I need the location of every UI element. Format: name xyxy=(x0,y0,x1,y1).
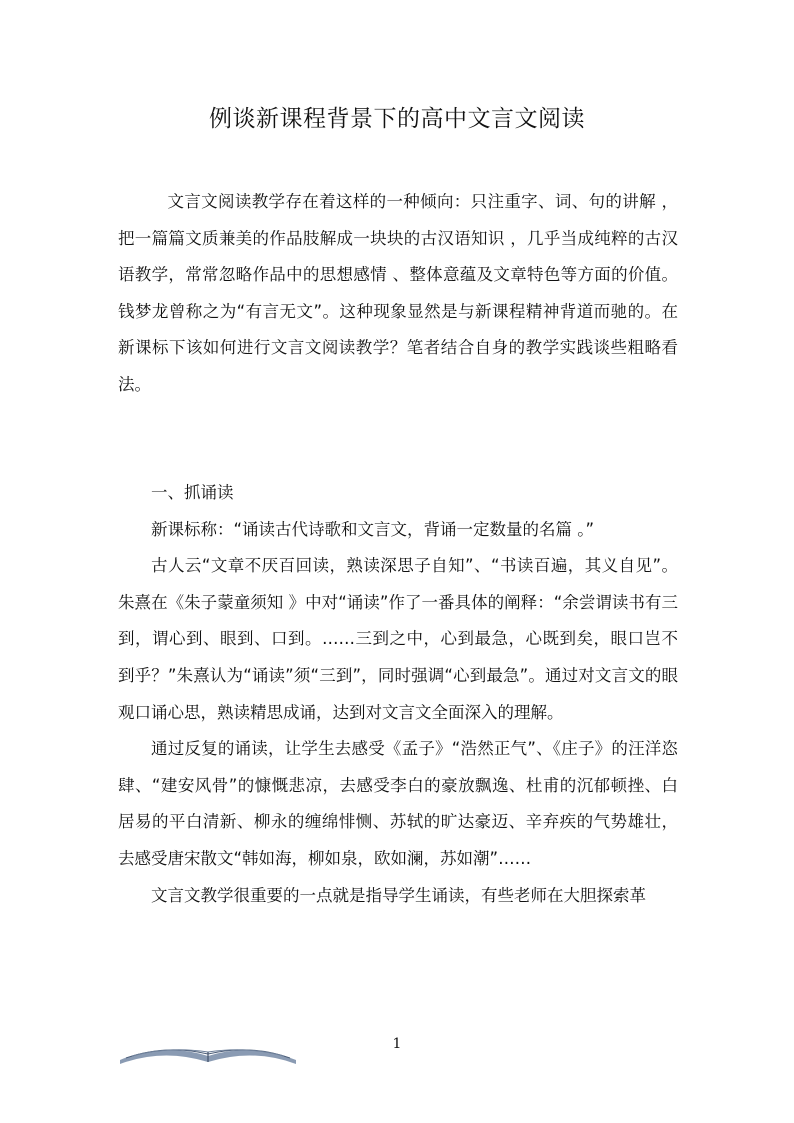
page-title: 例谈新课程背景下的高中文言文阅读 xyxy=(209,106,585,132)
page-number: 1 xyxy=(392,1036,402,1052)
paragraph: 通过反复的诵读，让学生去感受《孟子》“浩然正气”、《庄子》的汪洋恣肆、“建安风骨”的慷慨悲凉，去感受李白的豪放飘逸、杜甫的沉郁顿挫、白居易的平白清新、柳永的缠绵悱恻、苏轼的旷达豪迈、辛弃疾的气势雄壮，去感受唐宋散文“韩如海，柳如泉，欧如澜，苏如潮”…… xyxy=(118,739,678,868)
intro-section xyxy=(118,184,678,404)
intro-paragraph: 文言文阅读教学存在着这样的一种倾向：只注重字、词、句的讲解 ，把一篇篇文质兼美的作品肢解成一块块的古汉语知识 ，几乎当成纯粹的古汉语教学，常常忽略作品中的思想感情 、整体意蕴及文章特色等方面的价值。钱梦龙曾称之为“有言无文”。这种现象显然是与新课程精神背道而驰的。在新课标下该如何进行文言文阅读教学？笔者结合自身的教学实践谈些粗略看法。 xyxy=(118,192,678,394)
section-1 xyxy=(118,475,678,914)
paragraph: 新课标称：“诵读古代诗歌和文言文，背诵一定数量的名篇 。” xyxy=(151,519,595,539)
section-heading: 一、抓诵读 xyxy=(151,483,234,502)
paragraph: 文言文教学很重要的一点就是指导学生诵读，有些老师在大胆探索革 xyxy=(151,885,646,905)
paragraph: 古人云“文章不厌百回读，熟读深思子自知”、“书读百遍，其义自见”。朱熹在《朱子蒙童须知 》中对“诵读”作了一番具体的阐释：“余尝谓读书有三到，谓心到、眼到、口到。……三到之中，心到最急，心既到矣，眼口岂不到乎？”朱熹认为“诵读”须“三到”，同时强调“心到最急”。通过对文言文的眼观口诵心思，熟读精思成诵，达到对文言文全面深入的理解。 xyxy=(118,556,678,722)
page-footer xyxy=(0,1030,794,1070)
